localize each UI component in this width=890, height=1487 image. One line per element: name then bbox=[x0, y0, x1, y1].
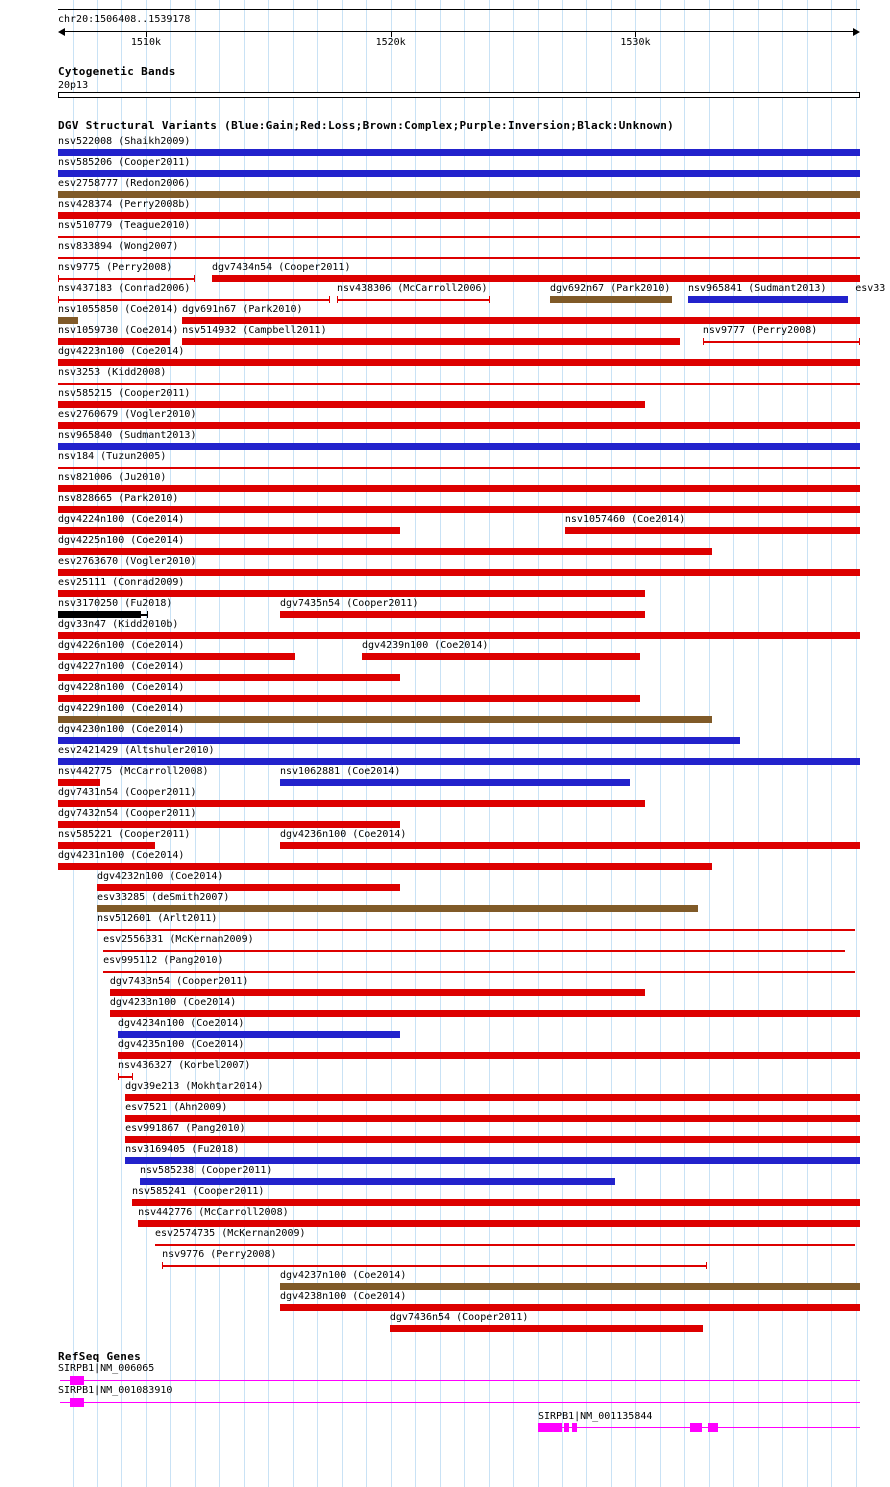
variant-bar[interactable] bbox=[58, 317, 78, 324]
variant-label: nsv1062881 (Coe2014) bbox=[280, 766, 401, 777]
variant-bar[interactable] bbox=[280, 1283, 860, 1290]
variant-bar[interactable] bbox=[103, 950, 845, 952]
variant-label: esv2763670 (Vogler2010) bbox=[58, 556, 197, 567]
variant-label: esv991867 (Pang2010) bbox=[125, 1123, 246, 1134]
variant-label: nsv1057460 (Coe2014) bbox=[564, 514, 686, 525]
variant-bar[interactable] bbox=[58, 278, 195, 280]
cytoband-box[interactable] bbox=[58, 92, 860, 98]
variant-end-tick bbox=[703, 338, 704, 345]
variant-bar[interactable] bbox=[58, 401, 645, 408]
variant-bar[interactable] bbox=[155, 1244, 855, 1246]
variant-label: nsv9777 (Perry2008) bbox=[702, 325, 818, 336]
gene-exon[interactable] bbox=[70, 1376, 84, 1385]
variant-label: dgv4225n100 (Coe2014) bbox=[58, 535, 185, 546]
variant-label: esv25111 (Conrad2009) bbox=[58, 577, 185, 588]
variant-bar[interactable] bbox=[58, 299, 330, 301]
ruler-tick-label: 1520k bbox=[375, 37, 406, 48]
variant-bar[interactable] bbox=[110, 989, 645, 996]
variant-bar[interactable] bbox=[58, 359, 860, 366]
variant-label: nsv585241 (Cooper2011) bbox=[132, 1186, 265, 1197]
variant-label: dgv7434n54 (Cooper2011) bbox=[212, 262, 351, 273]
variant-label: esv995112 (Pang2010) bbox=[103, 955, 224, 966]
variant-label: dgv7435n54 (Cooper2011) bbox=[280, 598, 419, 609]
variant-end-tick bbox=[147, 611, 148, 618]
variant-label: dgv7433n54 (Cooper2011) bbox=[109, 976, 249, 987]
variant-label: nsv965841 (Sudmant2013) bbox=[688, 283, 827, 294]
variant-label: esv7521 (Ahn2009) bbox=[125, 1102, 228, 1113]
variant-bar[interactable] bbox=[118, 1052, 860, 1059]
variant-bar[interactable] bbox=[125, 1094, 860, 1101]
ruler-right-arrow-icon bbox=[853, 28, 860, 36]
variant-label: nsv833894 (Wong2007) bbox=[58, 241, 179, 252]
variant-label: nsv585206 (Cooper2011) bbox=[58, 157, 191, 168]
variant-label: nsv585238 (Cooper2011) bbox=[140, 1165, 273, 1176]
gene-exon[interactable] bbox=[690, 1423, 702, 1432]
variant-label: dgv4237n100 (Coe2014) bbox=[280, 1270, 407, 1281]
variant-end-tick bbox=[859, 338, 860, 345]
gene-exon[interactable] bbox=[538, 1423, 562, 1432]
variant-label: nsv1059730 (Coe2014) bbox=[58, 325, 179, 336]
variant-label: nsv3169405 (Fu2018) bbox=[125, 1144, 240, 1155]
gene-label: SIRPB1|NM_001135844 bbox=[538, 1411, 653, 1422]
gene-label: SIRPB1|NM_006065 bbox=[58, 1363, 155, 1374]
variant-bar[interactable] bbox=[58, 695, 640, 702]
variant-bar[interactable] bbox=[125, 1157, 860, 1164]
variant-bar[interactable] bbox=[103, 971, 855, 973]
variant-bar[interactable] bbox=[118, 1076, 133, 1078]
variant-bar[interactable] bbox=[58, 779, 100, 786]
variant-end-tick bbox=[162, 1262, 163, 1269]
variant-bar[interactable] bbox=[58, 170, 860, 177]
variant-label: dgv691n67 (Park2010) bbox=[182, 304, 303, 315]
ruler-line bbox=[64, 31, 854, 32]
variant-bar[interactable] bbox=[58, 527, 400, 534]
variant-bar[interactable] bbox=[118, 1031, 400, 1038]
variant-bar[interactable] bbox=[362, 653, 640, 660]
variant-label: dgv4236n100 (Coe2014) bbox=[280, 829, 407, 840]
variant-label: nsv965840 (Sudmant2013) bbox=[58, 430, 197, 441]
variant-end-tick bbox=[140, 611, 141, 618]
variant-bar[interactable] bbox=[58, 443, 860, 450]
variant-label: esv2556331 (McKernan2009) bbox=[103, 934, 254, 945]
variant-label: dgv7436n54 (Cooper2011) bbox=[389, 1312, 529, 1323]
variant-label: dgv4224n100 (Coe2014) bbox=[58, 514, 185, 525]
variant-label: dgv39e213 (Mokhtar2014) bbox=[125, 1081, 264, 1092]
variant-label: dgv692n67 (Park2010) bbox=[550, 283, 671, 294]
variant-bar[interactable] bbox=[58, 821, 400, 828]
variant-bar[interactable] bbox=[58, 383, 860, 385]
variant-bar[interactable] bbox=[138, 1220, 860, 1227]
variant-bar[interactable] bbox=[550, 296, 672, 303]
variant-bar[interactable] bbox=[58, 674, 400, 681]
variant-label: dgv4228n100 (Coe2014) bbox=[58, 682, 185, 693]
variant-bar[interactable] bbox=[58, 548, 712, 555]
variant-bar[interactable] bbox=[58, 236, 860, 238]
variant-label: nsv3253 (Kidd2008) bbox=[58, 367, 167, 378]
gene-exon[interactable] bbox=[70, 1398, 84, 1407]
gene-label: SIRPB1|NM_001083910 bbox=[58, 1385, 173, 1396]
variant-label: dgv4238n100 (Coe2014) bbox=[280, 1291, 407, 1302]
variant-bar[interactable] bbox=[58, 653, 295, 660]
variant-label: dgv4233n100 (Coe2014) bbox=[109, 997, 237, 1008]
variant-label: dgv4239n100 (Coe2014) bbox=[362, 640, 489, 651]
cytoband-name: 20p13 bbox=[58, 80, 89, 91]
variant-label: dgv4229n100 (Coe2014) bbox=[58, 703, 185, 714]
variant-label: nsv428374 (Perry2008b) bbox=[58, 199, 191, 210]
variant-label: nsv184 (Tuzun2005) bbox=[58, 451, 167, 462]
variant-bar[interactable] bbox=[182, 338, 680, 345]
variant-bar[interactable] bbox=[58, 257, 860, 259]
variant-label: nsv9776 (Perry2008) bbox=[162, 1249, 277, 1260]
variant-bar[interactable] bbox=[212, 275, 860, 282]
variant-label: nsv442775 (McCarroll2008) bbox=[58, 766, 209, 777]
variant-bar[interactable] bbox=[337, 299, 490, 301]
variant-bar[interactable] bbox=[280, 1304, 860, 1311]
variant-bar[interactable] bbox=[125, 1115, 860, 1122]
variant-bar[interactable] bbox=[132, 1199, 860, 1206]
dgv-header: DGV Structural Variants (Blue:Gain;Red:Loss;Brown:Complex;Purple:Inversion;Black:Unknown) bbox=[58, 119, 675, 132]
variant-end-tick bbox=[194, 275, 195, 282]
variant-bar[interactable] bbox=[58, 485, 860, 492]
variant-label: esv2421429 (Altshuler2010) bbox=[58, 745, 215, 756]
variant-label: dgv4234n100 (Coe2014) bbox=[118, 1018, 245, 1029]
variant-label: dgv4223n100 (Coe2014) bbox=[58, 346, 185, 357]
variant-label: dgv33n47 (Kidd2010b) bbox=[58, 619, 179, 630]
gridline bbox=[831, 0, 832, 1487]
variant-label: dgv4235n100 (Coe2014) bbox=[118, 1039, 245, 1050]
variant-label: nsv514932 (Campbell2011) bbox=[182, 325, 327, 336]
variant-bar[interactable] bbox=[58, 863, 712, 870]
variant-label: nsv9775 (Perry2008) bbox=[58, 262, 173, 273]
variant-bar[interactable] bbox=[97, 929, 855, 931]
variant-bar[interactable] bbox=[58, 149, 860, 156]
variant-end-tick bbox=[58, 275, 59, 282]
variant-bar[interactable] bbox=[280, 611, 645, 618]
gene-line[interactable] bbox=[60, 1380, 860, 1381]
gene-exon[interactable] bbox=[708, 1423, 718, 1432]
variant-bar[interactable] bbox=[58, 632, 860, 639]
gene-exon[interactable] bbox=[572, 1423, 577, 1432]
variant-bar[interactable] bbox=[58, 590, 645, 597]
variant-bar[interactable] bbox=[97, 905, 698, 912]
variant-label: nsv438306 (McCarroll2006) bbox=[337, 283, 488, 294]
variant-label: dgv4226n100 (Coe2014) bbox=[58, 640, 185, 651]
variant-bar[interactable] bbox=[280, 842, 860, 849]
variant-bar[interactable] bbox=[58, 191, 860, 198]
variant-bar[interactable] bbox=[58, 569, 860, 576]
variant-bar[interactable] bbox=[280, 779, 630, 786]
gridline bbox=[856, 0, 857, 1487]
variant-end-tick bbox=[706, 1262, 707, 1269]
variant-end-tick bbox=[329, 296, 330, 303]
variant-bar[interactable] bbox=[58, 716, 712, 723]
variant-end-tick bbox=[132, 1073, 133, 1080]
variant-label: dgv4231n100 (Coe2014) bbox=[58, 850, 185, 861]
variant-label: dgv4230n100 (Coe2014) bbox=[58, 724, 185, 735]
variant-bar[interactable] bbox=[58, 212, 860, 219]
variant-end-tick bbox=[337, 296, 338, 303]
variant-label: esv33 bbox=[855, 283, 886, 294]
variant-label: esv2574735 (McKernan2009) bbox=[155, 1228, 306, 1239]
variant-bar[interactable] bbox=[58, 467, 860, 469]
variant-end-tick bbox=[58, 296, 59, 303]
variant-label: nsv821006 (Ju2010) bbox=[58, 472, 167, 483]
variant-bar[interactable] bbox=[110, 1010, 860, 1017]
variant-label: nsv436327 (Korbel2007) bbox=[118, 1060, 251, 1071]
variant-label: esv33285 (deSmith2007) bbox=[97, 892, 230, 903]
variant-bar[interactable] bbox=[390, 1325, 703, 1332]
variant-label: nsv828665 (Park2010) bbox=[58, 493, 179, 504]
gene-line[interactable] bbox=[60, 1402, 860, 1403]
variant-label: nsv512601 (Arlt2011) bbox=[97, 913, 218, 924]
variant-label: nsv1055850 (Coe2014) bbox=[58, 304, 179, 315]
variant-end-tick bbox=[118, 1073, 119, 1080]
refseq-header: RefSeq Genes bbox=[58, 1350, 142, 1363]
variant-label: nsv510779 (Teague2010) bbox=[58, 220, 191, 231]
ruler-left-arrow-icon bbox=[58, 28, 65, 36]
variant-bar[interactable] bbox=[565, 527, 860, 534]
variant-label: nsv3170250 (Fu2018) bbox=[58, 598, 173, 609]
gene-exon[interactable] bbox=[564, 1423, 569, 1432]
variant-bar[interactable] bbox=[58, 758, 860, 765]
variant-label: dgv7432n54 (Cooper2011) bbox=[58, 808, 197, 819]
region-label: chr20:1506408..1539178 bbox=[58, 14, 191, 25]
variant-bar[interactable] bbox=[162, 1265, 707, 1267]
variant-label: nsv437183 (Conrad2006) bbox=[58, 283, 191, 294]
variant-label: dgv4232n100 (Coe2014) bbox=[97, 871, 224, 882]
variant-label: nsv585221 (Cooper2011) bbox=[58, 829, 191, 840]
gridline bbox=[807, 0, 808, 1487]
variant-bar[interactable] bbox=[58, 737, 740, 744]
variant-label: nsv522008 (Shaikh2009) bbox=[58, 136, 191, 147]
overview-top-line bbox=[58, 9, 860, 10]
variant-bar[interactable] bbox=[97, 884, 400, 891]
variant-bar[interactable] bbox=[688, 296, 848, 303]
variant-end-tick bbox=[489, 296, 490, 303]
variant-bar[interactable] bbox=[58, 800, 645, 807]
variant-bar[interactable] bbox=[703, 341, 860, 343]
ruler-tick-label: 1510k bbox=[130, 37, 161, 48]
variant-label: esv2758777 (Redon2006) bbox=[58, 178, 191, 189]
variant-bar[interactable] bbox=[58, 506, 860, 513]
variant-label: dgv4227n100 (Coe2014) bbox=[58, 661, 185, 672]
variant-label: nsv585215 (Cooper2011) bbox=[58, 388, 191, 399]
variant-bar[interactable] bbox=[125, 1136, 860, 1143]
variant-bar[interactable] bbox=[58, 842, 155, 849]
variant-label: nsv442776 (McCarroll2008) bbox=[138, 1207, 289, 1218]
variant-bar[interactable] bbox=[58, 611, 140, 618]
gridline bbox=[758, 0, 759, 1487]
variant-bar[interactable] bbox=[140, 1178, 615, 1185]
ruler-tick-label: 1530k bbox=[620, 37, 651, 48]
cytoband-header: Cytogenetic Bands bbox=[58, 65, 176, 78]
variant-bar[interactable] bbox=[58, 338, 170, 345]
variant-bar[interactable] bbox=[182, 317, 860, 324]
gridline bbox=[782, 0, 783, 1487]
variant-bar[interactable] bbox=[58, 422, 860, 429]
variant-label: dgv7431n54 (Cooper2011) bbox=[58, 787, 197, 798]
variant-label: esv2760679 (Vogler2010) bbox=[58, 409, 197, 420]
